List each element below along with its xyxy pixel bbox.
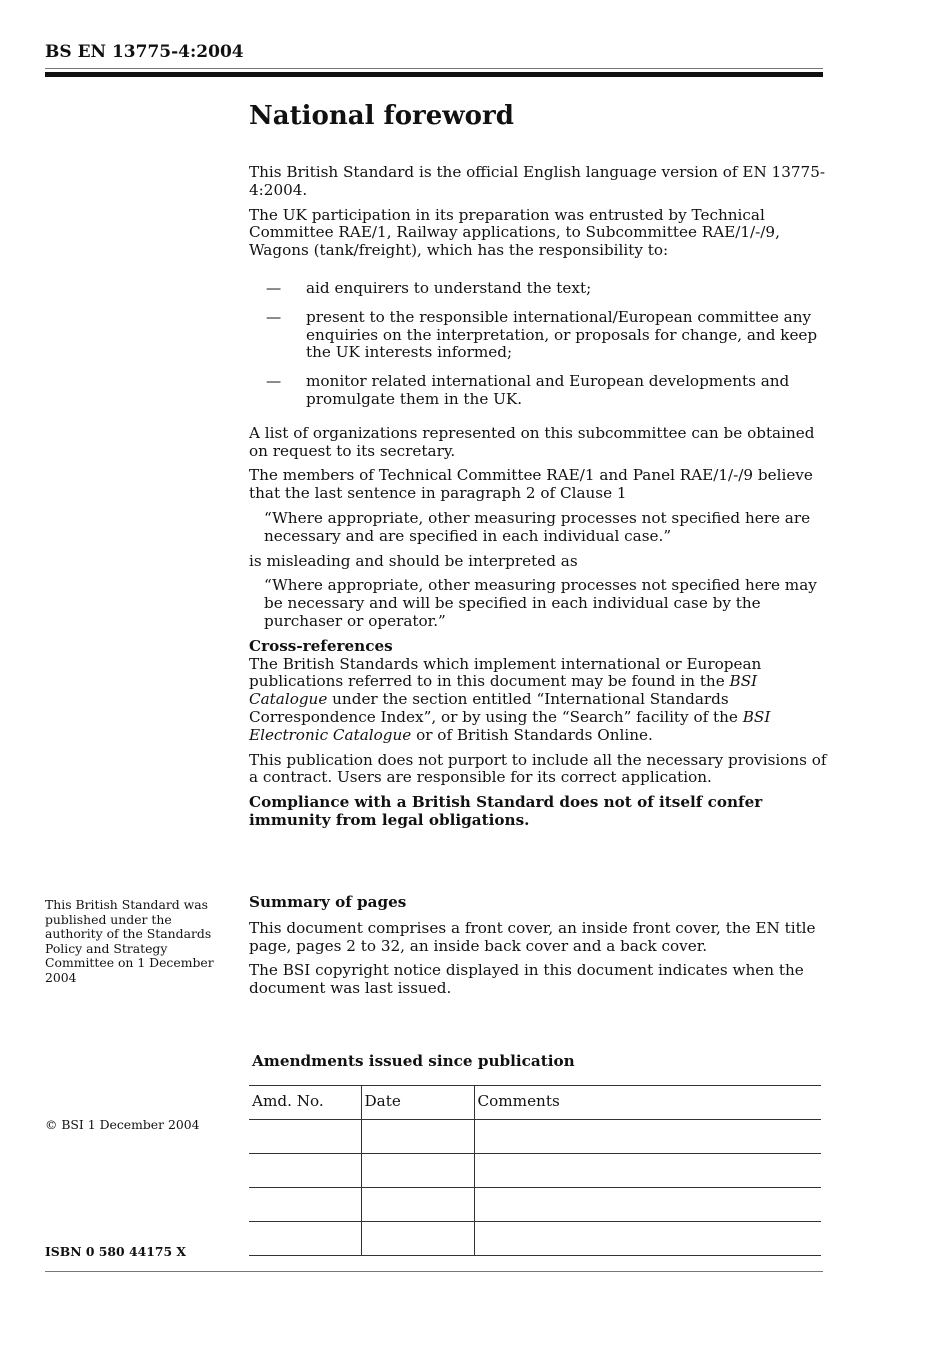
summary-heading: Summary of pages: [249, 893, 407, 911]
column-header-comments: Comments: [474, 1086, 821, 1120]
publication-note: This British Standard was published under the authority of the Standards Policy and Strategy Committee on 1 December 2004: [45, 897, 214, 985]
paragraph-cross-references: The British Standards which implement international or European publications referred to in this document may be found in the BSI Catalogue under the section entitled “International Standards Correspondence Index”, or by using the “Search” facility of the BSI Electronic Catalogue or of British Standards Online.: [249, 654, 771, 744]
column-header-amd-no: Amd. No.: [249, 1086, 361, 1120]
list-item-text: monitor related international and European developments and promulgate them in the UK.: [306, 372, 790, 408]
table-row: [249, 1120, 821, 1154]
foreword-body: [249, 164, 827, 837]
table-row: [249, 1154, 821, 1188]
amendments-title: Amendments issued since publication: [252, 1052, 575, 1070]
bsi-catalogue-title: BSI Catalogue: [249, 672, 758, 709]
summary-of-pages: [249, 894, 827, 1005]
page-title: National foreword: [249, 101, 514, 131]
list-item: [249, 309, 827, 362]
summary-paragraph-copyright: The BSI copyright notice displayed in this document indicates when the document was last issued.: [249, 961, 804, 998]
isbn: ISBN 0 580 44175 X: [45, 1244, 187, 1259]
paragraph-uk-participation: The UK participation in its preparation was entrusted by Technical Committee RAE/1, Railway applications, to Subcommittee RAE/1/-/9, Wagons (tank/freight), which has the responsibility to:: [249, 205, 780, 260]
footer-divider: [45, 1271, 823, 1272]
table-row: [249, 1222, 821, 1256]
header-divider-thin: [45, 68, 823, 69]
dash-marker: —: [266, 307, 282, 326]
list-item: [249, 280, 827, 298]
list-item: [249, 373, 827, 409]
list-item-text: aid enquirers to understand the text;: [306, 278, 592, 297]
paragraph-provisions: This publication does not purport to include all the necessary provisions of a contract. Users are responsible for its correct application.: [249, 750, 827, 787]
amendments-table: [249, 1085, 821, 1256]
list-item-text: present to the responsible international/European committee any enquiries on the interpretation, or proposals for change, and keep the UK interests informed;: [306, 307, 818, 362]
paragraph-interpretation: is misleading and should be interpreted as: [249, 551, 578, 570]
header-divider-thick: [45, 72, 823, 77]
quote-interpreted: “Where appropriate, other measuring processes not specified here may be necessary and will be specified in each individual case by the purchaser or operator.”: [264, 576, 817, 630]
paragraph-official-version: This British Standard is the official English language version of EN 13775-4:2004.: [249, 163, 826, 199]
table-header-row: [249, 1086, 821, 1120]
bsi-electronic-catalogue-title: BSI Electronic Catalogue: [249, 707, 771, 744]
compliance-statement: Compliance with a British Standard does not of itself confer immunity from legal obligations.: [249, 793, 763, 829]
paragraph-committee-belief: The members of Technical Committee RAE/1 and Panel RAE/1/-/9 believe that the last sentence in paragraph 2 of Clause 1: [249, 466, 813, 503]
document-id: BS EN 13775-4:2004: [45, 42, 244, 62]
column-header-date: Date: [361, 1086, 474, 1120]
dash-marker: —: [266, 372, 282, 391]
responsibility-list: [249, 280, 827, 409]
quote-original: “Where appropriate, other measuring processes not specified here are necessary and are specified in each individual case.”: [264, 508, 811, 545]
dash-marker: —: [266, 278, 282, 297]
cross-references-heading: Cross-references: [249, 636, 393, 655]
copyright-notice: © BSI 1 December 2004: [45, 1117, 200, 1132]
paragraph-organizations: A list of organizations represented on this subcommittee can be obtained on request to its secretary.: [249, 423, 815, 460]
summary-paragraph-contents: This document comprises a front cover, an inside front cover, the EN title page, pages 2 to 32, an inside back cover and a back cover.: [249, 918, 816, 955]
table-row: [249, 1188, 821, 1222]
